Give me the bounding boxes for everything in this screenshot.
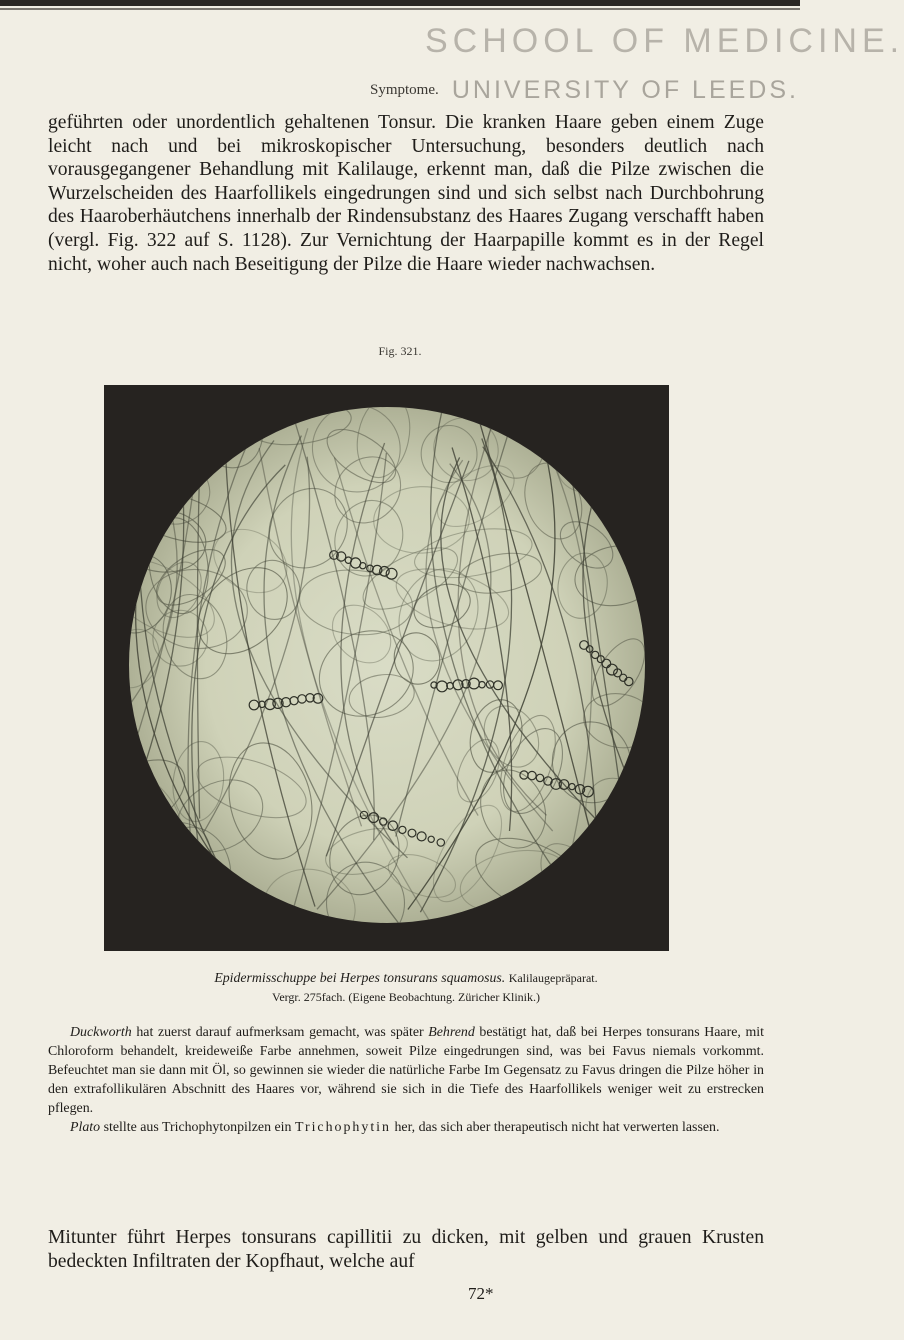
top-border xyxy=(0,0,800,6)
figure-label: Fig. 321. xyxy=(378,344,422,358)
author-behrend: Behrend xyxy=(428,1025,475,1040)
figure-caption xyxy=(48,968,764,1007)
caption-preparation: Kalilaugepräparat. xyxy=(508,971,598,985)
author-duckworth: Duckworth xyxy=(70,1025,132,1040)
term-trichophytin: Trichophytin xyxy=(294,1120,391,1135)
small-text-span: her, das sich aber therapeutisch nicht hat verwerten lassen. xyxy=(391,1120,720,1135)
author-plato: Plato xyxy=(70,1120,101,1135)
running-head: Symptome. xyxy=(370,82,439,98)
small-text-span: bestätigt hat, daß bei Herpes tonsurans Haare, mit Chloroform behandelt, kreideweiße Farbe annehmen, soweit Pilze eingedrungen sind, was bei Favus niemals vorkommt. Befeuchtet man sie dann mit Öl, so gewinnen sie wieder die natürliche Farbe Im Gegensatz zu Favus dringen die Pilze höher in den extrafollikulären Abschnitt des Haares vor, während sie sich in die Tiefe des Haarfollikels weniger weit zu erstrecken pflegen. xyxy=(48,1025,764,1116)
small-print-section xyxy=(48,1023,764,1137)
caption-magnification: Vergr. 275fach. (Eigene Beobachtung. Züricher Klinik.) xyxy=(271,990,541,1004)
top-border-thin xyxy=(0,8,800,10)
caption-title: Epidermisschuppe bei Herpes tonsurans squamosus. xyxy=(214,970,506,985)
micrograph-figure xyxy=(104,385,669,951)
micrograph-image xyxy=(104,385,669,951)
small-paragraph-2 xyxy=(48,1118,764,1137)
paragraph-2: Mitunter führt Herpes tonsurans capillitii zu dicken, mit gelben und grauen Krusten bedeckten Infiltraten der Kopfhaut, welche auf xyxy=(48,1227,764,1272)
paragraph-1: geführten oder unordentlich gehaltenen Tonsur. Die kranken Haare geben einem Zuge leicht nach und bei mikroskopischer Untersuchung, besonders deutlich nach vorausgegangener Behandlung mit Kalilauge, erkennt man, daß die Pilze zwischen die Wurzelscheiden des Haarfollikels eingedrungen sind und sich selbst nach Durchbohrung des Haaroberhäutchens innerhalb der Rindensubstanz des Haares Zugang verschafft haben (vergl. Fig. 322 auf S. 1128). Zur Vernichtung der Haarpapille kommt es in der Regel nicht, woher auch nach Beseitigung der Pilze die Haare wieder nachwachsen. xyxy=(48,112,764,275)
small-text-span: hat zuerst darauf aufmerksam gemacht, was später xyxy=(131,1025,429,1040)
small-text-span: stellte aus Trichophytonpilzen ein xyxy=(100,1120,295,1135)
printer-signature: 72* xyxy=(468,1284,494,1303)
library-stamp-line1: SCHOOL OF MEDICINE. xyxy=(425,22,904,60)
page-header xyxy=(370,76,800,105)
library-stamp-line2: UNIVERSITY OF LEEDS. xyxy=(451,76,799,104)
small-paragraph-1 xyxy=(48,1023,764,1118)
